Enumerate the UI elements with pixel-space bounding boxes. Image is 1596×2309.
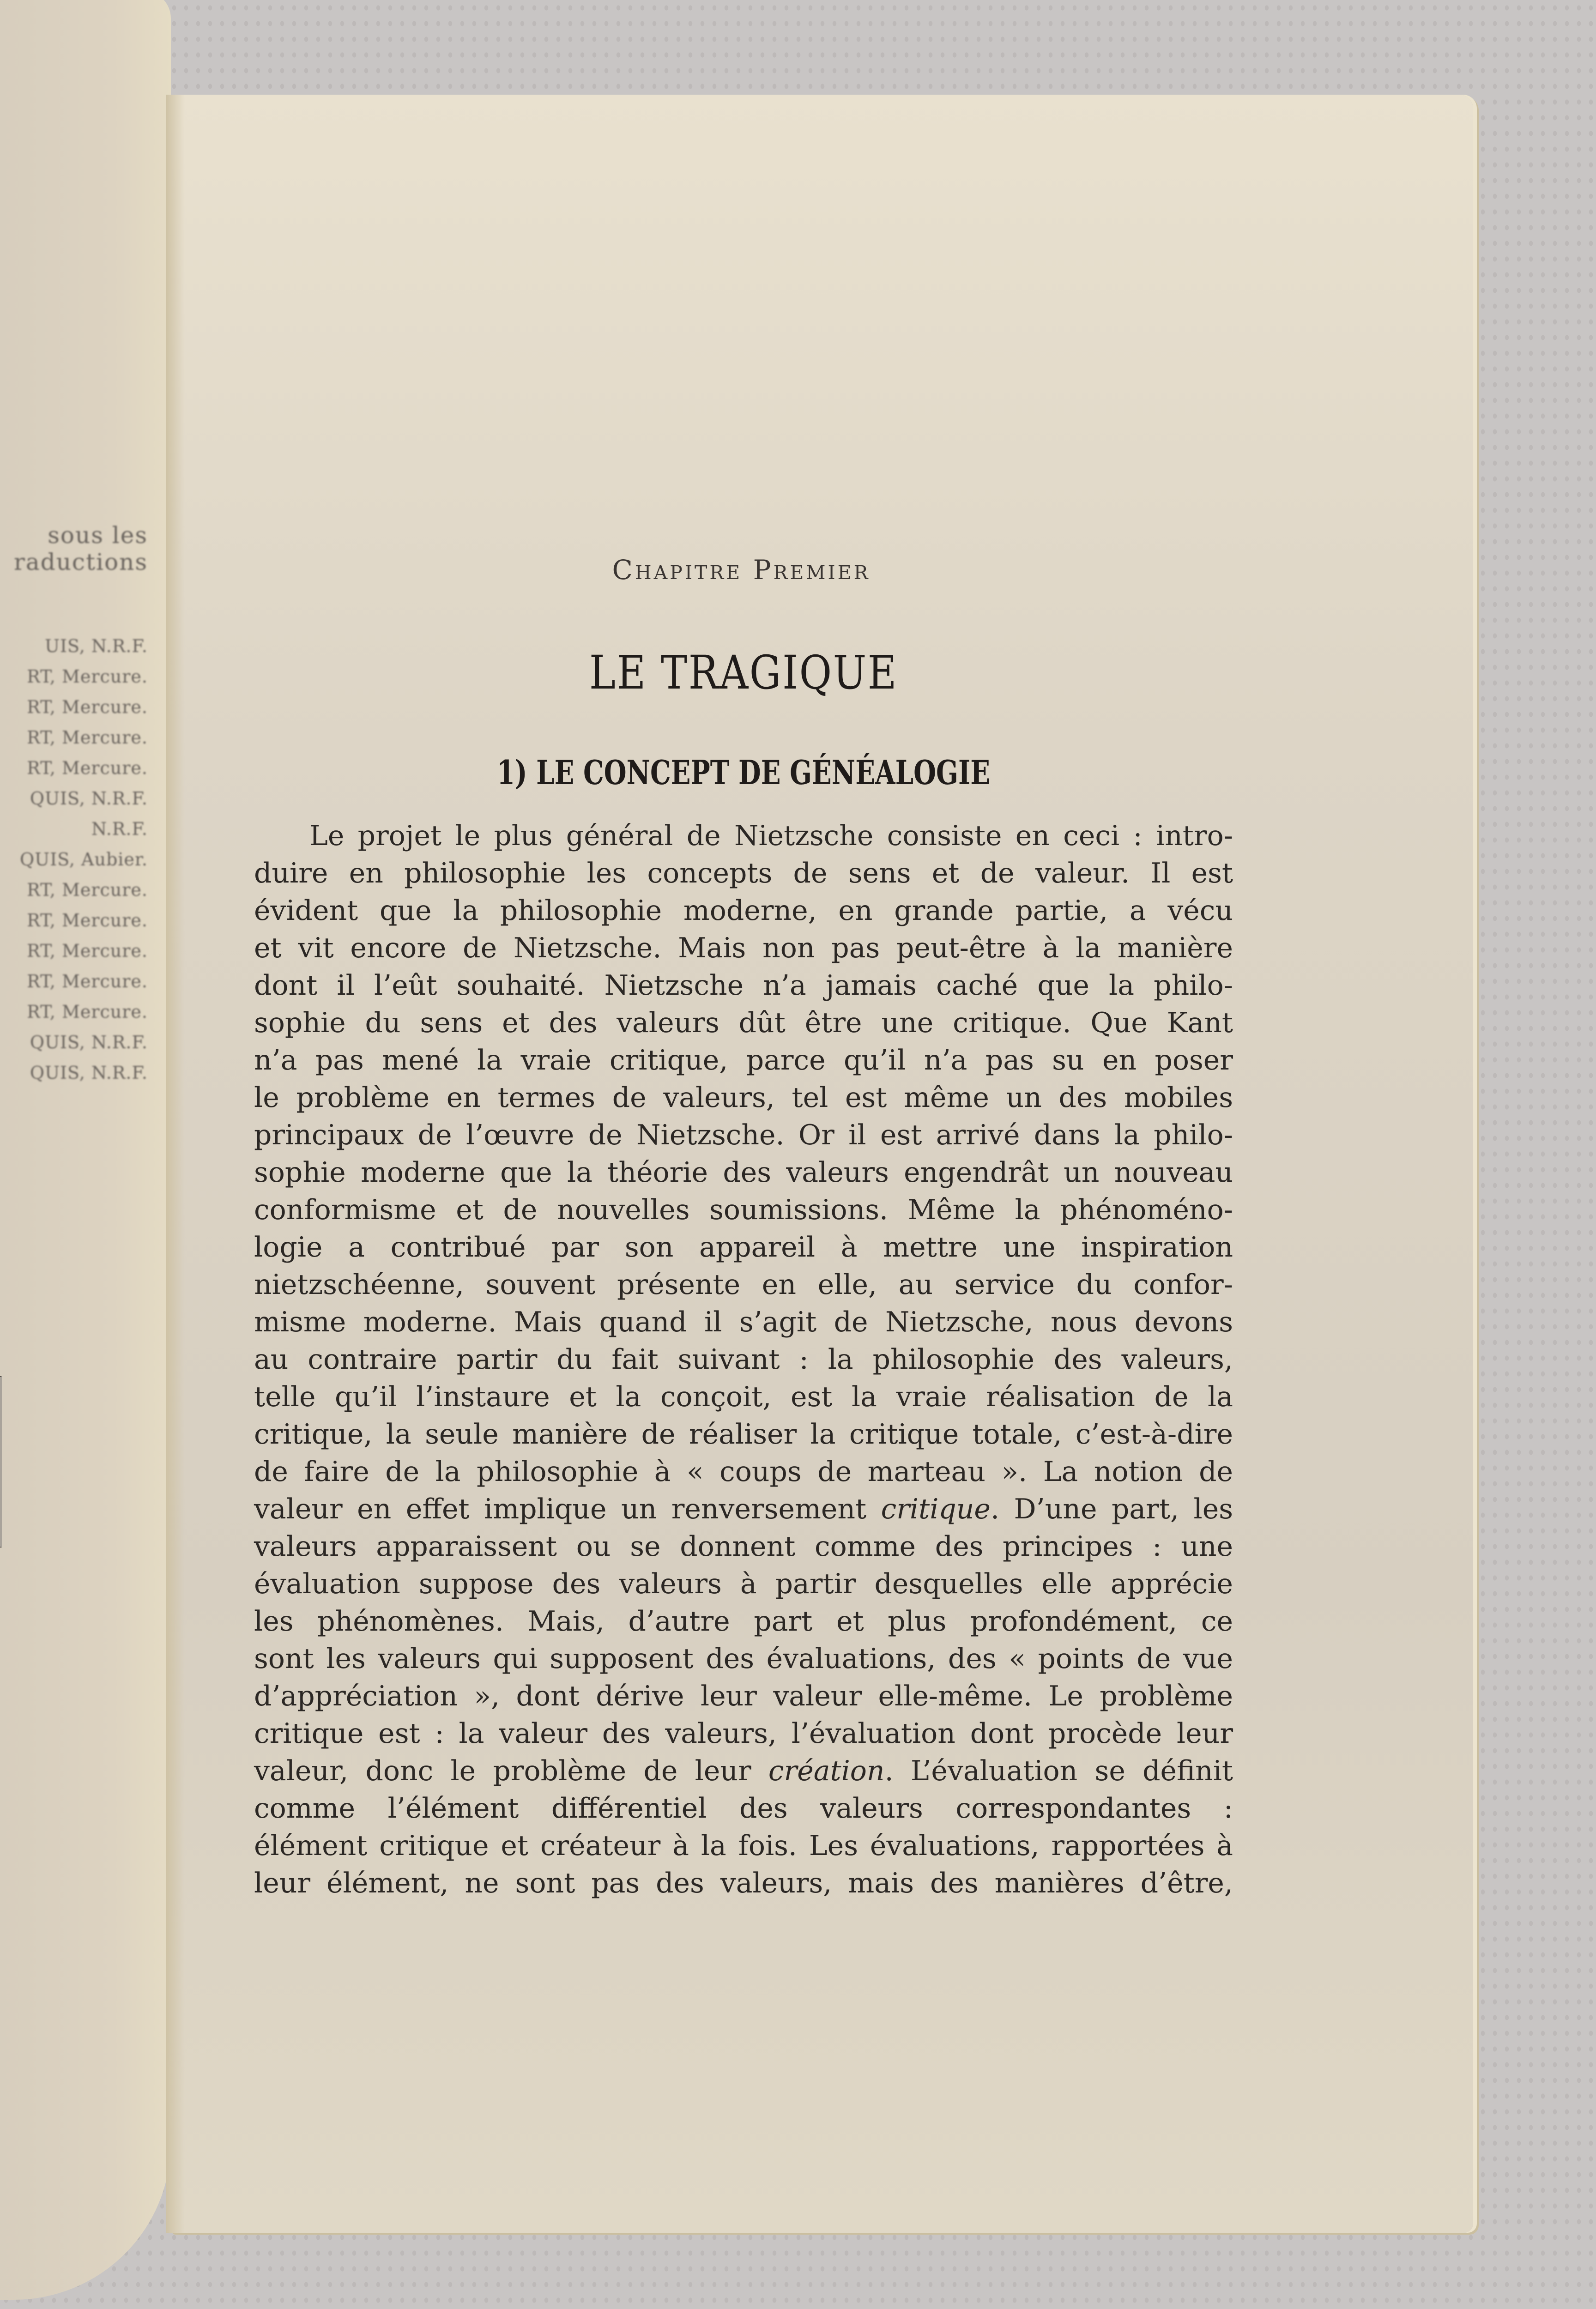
- left-reference-line: RT, Mercure.: [27, 666, 148, 687]
- text-line: valeur, donc le problème de leur création. L’évaluation se définit: [254, 1755, 1233, 1787]
- text-line: de faire de la philosophie à « coups de marteau ». La notion de: [254, 1456, 1233, 1488]
- left-reference-line: RT, Mercure.: [27, 941, 148, 961]
- text-line: nietzschéenne, souvent présente en elle, au service du confor-: [254, 1269, 1233, 1301]
- left-reference-line: RT, Mercure.: [27, 1002, 148, 1022]
- text-line: misme moderne. Mais quand il s’agit de Nietzsche, nous devons: [254, 1306, 1233, 1338]
- text-line: au contraire partir du fait suivant : la philosophie des valeurs,: [254, 1343, 1233, 1376]
- text-line: évident que la philosophie moderne, en grande partie, a vécu: [254, 895, 1233, 927]
- left-reference-line: RT, Mercure.: [27, 697, 148, 717]
- text-line: élément critique et créateur à la fois. Les évaluations, rapportées à: [254, 1830, 1233, 1862]
- left-reference-line: N.R.F.: [91, 819, 148, 839]
- left-page-text: [0, 522, 148, 1088]
- text-line: telle qu’il l’instaure et la conçoit, est la vraie réalisation de la: [254, 1381, 1233, 1413]
- text-line: Le projet le plus général de Nietzsche consiste en ceci : intro-: [309, 820, 1233, 852]
- text-line: les phénomènes. Mais, d’autre part et plus profondément, ce: [254, 1605, 1233, 1638]
- left-page-references: [0, 631, 148, 1088]
- left-intro-line: sous les: [48, 522, 148, 549]
- text-line: conformisme et de nouvelles soumissions. Même la phénoméno-: [254, 1194, 1233, 1226]
- left-page-intro: [0, 522, 148, 575]
- book-gutter: [166, 95, 185, 2233]
- italic-term: critique: [881, 1493, 991, 1525]
- left-page: [0, 0, 171, 2300]
- left-reference-line: RT, Mercure.: [27, 727, 148, 748]
- text-line: sophie du sens et des valeurs dût être une critique. Que Kant: [254, 1007, 1233, 1039]
- left-page-frame: [0, 1376, 2, 1547]
- text-line: et vit encore de Nietzsche. Mais non pas peut-être à la manière: [254, 932, 1233, 964]
- text-line: le problème en termes de valeurs, tel est même un des mobiles: [254, 1082, 1233, 1114]
- text-line: sophie moderne que la théorie des valeurs engendrât un nouveau: [254, 1156, 1233, 1189]
- text-line: duire en philosophie les concepts de sens et de valeur. Il est: [254, 857, 1233, 889]
- text-line: évaluation suppose des valeurs à partir desquelles elle apprécie: [254, 1568, 1233, 1600]
- left-reference-line: RT, Mercure.: [27, 971, 148, 991]
- text-line: leur élément, ne sont pas des valeurs, mais des manières d’être,: [254, 1867, 1233, 1899]
- left-reference-line: QUIS, N.R.F.: [30, 1063, 148, 1083]
- text-line: sont les valeurs qui supposent des évaluations, des « points de vue: [254, 1643, 1233, 1675]
- text-line: comme l’élément différentiel des valeurs correspondantes :: [254, 1792, 1233, 1825]
- text-line: principaux de l’œuvre de Nietzsche. Or il est arrivé dans la philo-: [254, 1119, 1233, 1151]
- left-reference-line: RT, Mercure.: [27, 880, 148, 900]
- section-title: 1) LE CONCEPT DE GÉNÉALOGIE: [496, 753, 991, 792]
- text-line: dont il l’eût souhaité. Nietzsche n’a jamais caché que la philo-: [254, 969, 1233, 1002]
- left-reference-line: UIS, N.R.F.: [45, 636, 148, 656]
- text-line: critique est : la valeur des valeurs, l’évaluation dont procède leur: [254, 1717, 1233, 1750]
- left-reference-line: QUIS, N.R.F.: [30, 788, 148, 809]
- text-line: d’appréciation », dont dérive leur valeur elle-même. Le problème: [254, 1680, 1233, 1712]
- left-reference-line: QUIS, N.R.F.: [30, 1032, 148, 1052]
- text-line: valeur en effet implique un renversement critique. D’une part, les: [254, 1493, 1233, 1525]
- page-content: [254, 554, 1233, 1902]
- text-line: n’a pas mené la vraie critique, parce qu’il n’a pas su en poser: [254, 1044, 1233, 1076]
- chapter-title: LE TRAGIQUE: [589, 646, 898, 700]
- left-reference-line: RT, Mercure.: [27, 910, 148, 931]
- text-line: valeurs apparaissent ou se donnent comme des principes : une: [254, 1530, 1233, 1563]
- left-reference-line: RT, Mercure.: [27, 758, 148, 778]
- chapter-label: Chapitre Premier: [612, 554, 871, 586]
- left-reference-line: QUIS, Aubier.: [20, 849, 148, 870]
- body-paragraph: [254, 817, 1233, 1902]
- italic-term: création: [768, 1755, 885, 1787]
- text-line: logie a contribué par son appareil à mettre une inspiration: [254, 1231, 1233, 1263]
- left-intro-line: raductions: [14, 549, 148, 575]
- text-line: critique, la seule manière de réaliser la critique totale, c’est-à-dire: [254, 1418, 1233, 1451]
